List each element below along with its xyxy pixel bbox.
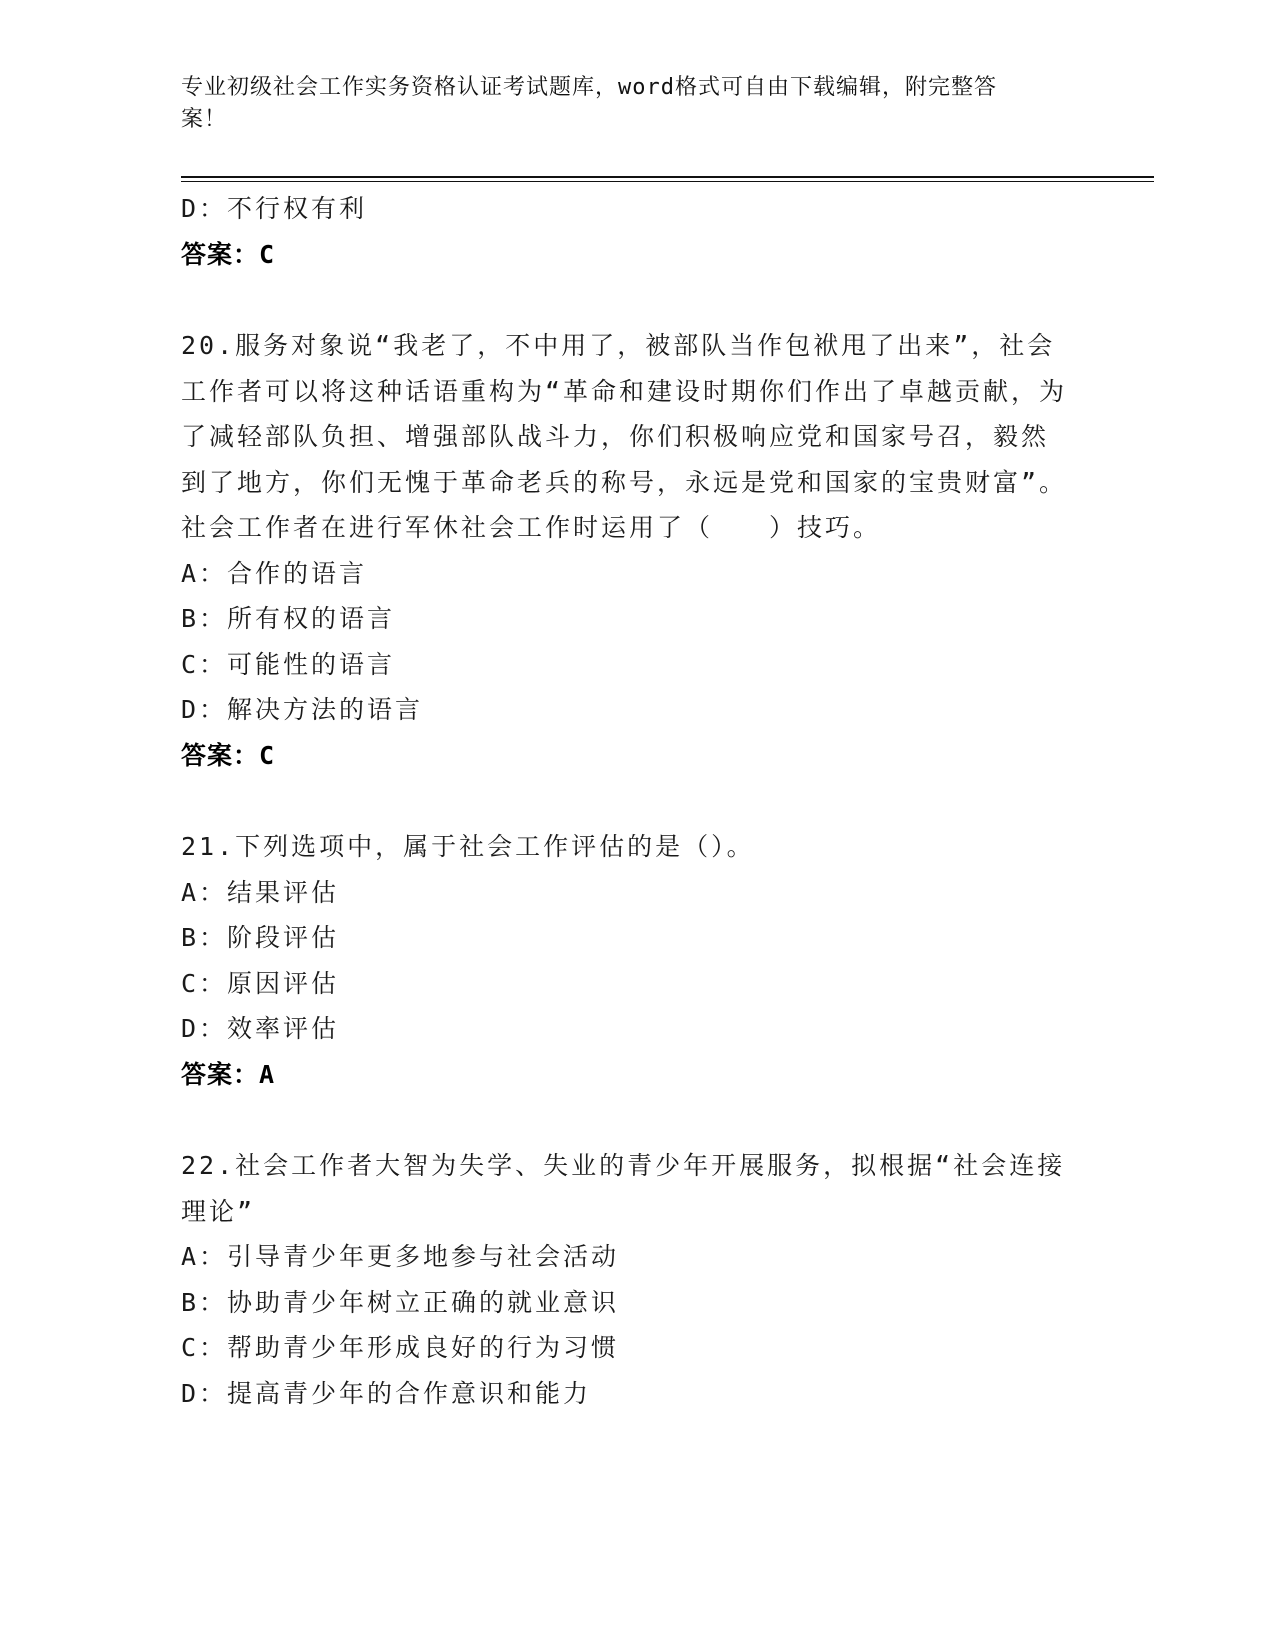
answer-label: 答案：A <box>181 1059 276 1089</box>
answer-label: 答案：C <box>181 239 276 269</box>
question-20 <box>181 323 1076 778</box>
page-header: 专业初级社会工作实务资格认证考试题库，word格式可自由下载编辑，附完整答案！ <box>181 75 997 132</box>
document-body <box>181 186 1076 1416</box>
option-d: D：提高青少年的合作意识和能力 <box>181 1378 592 1408</box>
option-d: D：解决方法的语言 <box>181 695 424 724</box>
option-b: B：协助青少年树立正确的就业意识 <box>181 1287 620 1317</box>
header-divider-thin <box>181 181 1154 182</box>
option-d: D：不行权有利 <box>181 194 368 223</box>
question-stem: 20.服务对象说“我老了，不中用了，被部队当作包袱甩了出来”，社会工作者可以将这种话语重构为“革命和建设时期你们作出了卓越贡献，为了减轻部队负担、增强部队战斗力，你们积极响应党和国家号召，毅然到了地方，你们无愧于革命老兵的称号，永远是党和国家的宝贵财富”。社会工作者在进行军休社会工作时运用了（ ）技巧。 <box>181 331 1068 542</box>
header-divider-thick <box>181 176 1154 178</box>
question-21 <box>181 824 1076 1097</box>
option-a: A：引导青少年更多地参与社会活动 <box>181 1242 620 1271</box>
option-c: C：原因评估 <box>181 968 340 998</box>
question-stem: 22.社会工作者大智为失学、失业的青少年开展服务，拟根据“社会连接理论” <box>181 1151 1066 1226</box>
option-a: A：结果评估 <box>181 877 340 907</box>
question-stem: 21.下列选项中，属于社会工作评估的是（）。 <box>181 832 755 861</box>
previous-question-tail <box>181 186 1076 277</box>
spacer <box>181 277 1076 323</box>
answer-label: 答案：C <box>181 740 276 770</box>
option-c: C：帮助青少年形成良好的行为习惯 <box>181 1333 620 1362</box>
option-c: C：可能性的语言 <box>181 649 396 679</box>
spacer <box>181 1097 1076 1143</box>
option-d: D：效率评估 <box>181 1014 340 1043</box>
option-a: A：合作的语言 <box>181 558 368 588</box>
spacer <box>181 778 1076 824</box>
option-b: B：阶段评估 <box>181 923 340 952</box>
question-22 <box>181 1143 1076 1416</box>
option-b: B：所有权的语言 <box>181 604 396 633</box>
